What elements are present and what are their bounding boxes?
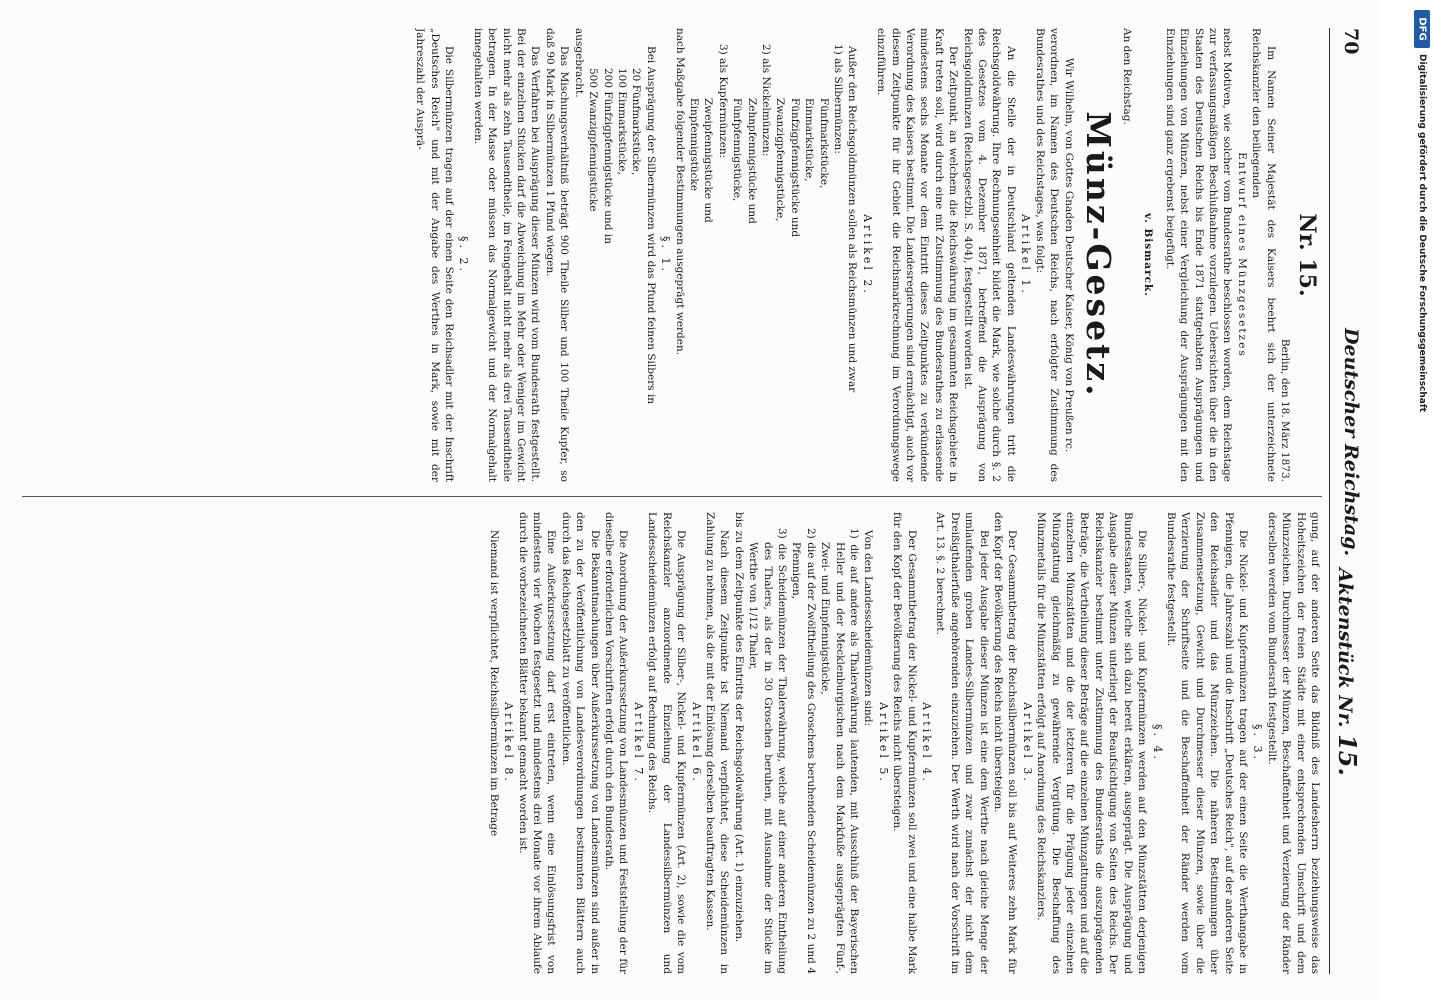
- article-2-heading: Artikel 2.: [860, 214, 874, 296]
- article-1-para: Der Zeitpunkt, an welchem die Reichswährung im gesammten Reichsgebiete in Kraft treten soll, wird durch eine mit Zustimmung des Bundesrathes zu erlassende mindestens sechs Monate vor dem Eintritt dieses Zeitpunktes zu verkündende Verordnung des Kaisers bestimmt. Die Landesregierungen sind ermächtigt, auch vor diesem Zeitpunkte für ihr Gebiet die Reichsmarkrechnung im Verordnungswege einzuführen.: [875, 28, 960, 482]
- section-1-intro: Bei Ausprägung der Silbermünzen wird das Pfund feinen Silbers in: [644, 46, 657, 405]
- article-5-para: Nach diesem Zeitpunkte ist Niemand verpflichtet, diese Scheidemünzen in Zahlung zu nehmen, als die mit der Einlösung derselben beauftragten Kassen.: [703, 512, 731, 974]
- article-1-para: An die Stelle der in Deutschland geltenden Landeswährungen tritt die Reichsgoldwährung. Ihre Rechnungseinheit bildet die Mark, wie solche durch §. 2 des Gesetzes vom 4. Dezember 1871, betreffend die Ausprägung von Reichsgoldmünzen (Reichsgesetzbl. S. 404), festgestellt worden ist.: [961, 28, 1017, 482]
- article-8-para: Niemand ist verpflichtet, Reichssilbermünzen im Betrage: [487, 530, 500, 837]
- section-1-item: 100 Einmarkstücke,: [615, 68, 628, 175]
- page-number: 70: [1340, 28, 1362, 55]
- coin-list-item: Fünfpfennigstücke,: [731, 98, 744, 202]
- article-3-para: Bei jeder Ausgabe dieser Münzen ist eine dem Werthe nach gleiche Menge der umlaufenden groben Landes-Silbermünzen und zwar zunächst der nicht dem Dreißigthalerfuße angehörenden einzuziehen. Der Werth wird nach der Vorschrift im Art. 13. §. 2 berechnet.: [934, 512, 990, 974]
- article-3-heading: Artikel 3.: [1020, 702, 1034, 784]
- document-number: Nr. 15.: [1294, 213, 1320, 297]
- article-5-item: 1) die auf andere als Thalerwährung lautenden, mit Ausschluß der Bayerischen Heller und der Mecklenburgischen nach dem Markfuße ausgeprägten Fünf-, Zwei- und Einpfennigstücke,: [819, 528, 860, 974]
- coin-list-item: Zehnpfennigstücke und: [745, 98, 758, 224]
- article-4-heading: Artikel 4.: [920, 702, 934, 784]
- right-running-head: [1333, 568, 1362, 776]
- section-1-item: 500 Zwanzigpfennigstücke: [587, 68, 600, 212]
- coin-list-group: 2) als Nickelmünzen:: [760, 44, 772, 157]
- article-7-para: Die Bekanntmachungen über Außerkurssetzung von Landesmünzen sind außer in den zu der Veröffentlichung von Landesverordnungen bestimmten Blättern auch durch das Reichsgesetzblatt zu veröffentlichen.: [559, 512, 601, 974]
- column-rule: [22, 496, 1322, 497]
- section-1-para: Das Mischungsverhältniß beträgt 900 Theile Silber und 100 Theile Kupfer, so daß 90 Mark in Silbermünzen 1 Pfund wiegen.: [543, 28, 571, 482]
- running-header: [1329, 28, 1370, 974]
- article-5-heading: Artikel 5.: [876, 702, 890, 784]
- article-8-heading: Artikel 8.: [502, 702, 516, 784]
- coin-list-group: 1) als Silbermünzen:: [832, 44, 845, 154]
- intro-text: Im Namen Seiner Majestät des Kaisers beehrt sich der unterzeichnete Reichskanzler den beiliegenden: [1250, 28, 1277, 482]
- coin-list-item: Fünfzigpfennigstücke und: [788, 98, 801, 238]
- section-3-para: Die Nickel- und Kupfermünzen tragen auf der einen Seite die Werthangabe in Pfennigen, die Jahreszahl und die Inschrift „Deutsches Reich", auf der anderen Seite den Reichsadler und das Münzzeichen. Die näheren Bestimmungen über Zusammensetzung, Gewicht und Durchmesser dieser Münzen, sowie über die Verzierung der Schriftseite und die Beschaffenheit der Ränder werden vom Bundesrathe festgestellt.: [1164, 512, 1249, 974]
- right-column: [22, 512, 1322, 974]
- article-5-item: 2) die auf der Zwölftheilung des Groschens beruhenden Scheidemünzen zu 2 und 4 Pfennigen,: [790, 528, 817, 974]
- dfg-logo: DFG: [1414, 10, 1430, 48]
- dfg-credit-text: Digitalisierung gefördert durch die Deutsche Forschungsgemeinschaft: [1417, 54, 1427, 413]
- section-1-after: ausgebracht.: [572, 28, 585, 98]
- article-6-heading: Artikel 6.: [689, 702, 703, 784]
- left-running-head: Deutscher Reichstag.: [1340, 328, 1362, 557]
- intro-text-cont: nebst Motiven, wie solcher vom Bundesrathe beschlossen worden, dem Reichstage zur verfassungsmäßigen Beschlußnahme vorzulegen. Uebersichten über die in den Staaten des Deutschen Reichs bis Ende 1871 stattgehabten Ausprägungen und Einziehungen von Münzen, nebst einer Vergleichung der Ausprägungen mit den Einziehungen sind ganz ergebenst beigefügt.: [1163, 28, 1234, 482]
- section-1-item: 200 Fünfzigpfennigstücke und in: [601, 68, 614, 244]
- article-2-intro: Außer den Reichsgoldmünzen sollen als Reichsmünzen und zwar: [846, 46, 859, 393]
- right-running-head-number: 15.: [1333, 734, 1362, 776]
- coin-list: [687, 28, 845, 482]
- coin-list-item: Einmarkstücke,: [803, 98, 816, 182]
- section-3-heading: §. 3.: [1251, 724, 1265, 762]
- signature: v. Bismarck.: [1142, 213, 1155, 297]
- article-5-after: bis zu dem Zeitpunkte des Eintritts der Reichsgoldwährung (Art. 1) einzuziehen.: [732, 512, 745, 943]
- coin-list-item: Fünfmarkstücke,: [817, 98, 830, 189]
- dateline: Berlin, den 18. März 1873.: [1279, 338, 1291, 482]
- article-5-item: 3) die Scheidemünzen der Thalerwährung, welche auf einer anderen Eintheilung des Thalers, als der in 30 Groschen beruhen, mit Ausnahme der Stücke im Werthe von 1/12 Thaler,: [747, 528, 788, 974]
- section-2-continuation: gung, auf der anderen Seite das Bildniß des Landesherrn beziehungsweise das Hoheitszeichen der freien Städte mit einer entsprechenden Umschrift und dem Münzzeichen. Durchmesser der Münzen, Beschaffenheit und Verzierung der Ränder derselben werden vom Bundesrath festgestellt.: [1265, 512, 1321, 974]
- law-title: Münz-Gesetz.: [1078, 111, 1118, 399]
- article-5-intro: Von den Landesscheidemünzen sind:: [862, 530, 875, 727]
- article-1-heading: Artikel 1.: [1019, 214, 1033, 296]
- article-7-para: Eine Außerkurssetzung darf erst eintreten, wenn eine Einlösungsfrist von mindestens vier Wochen festgesetzt und mindestens drei Monate vor ihrem Ablaufe durch die vorbezeichneten Blätter bekannt gemacht worden ist.: [516, 512, 558, 974]
- coin-list-item: Zweipfennigstücke und: [702, 98, 715, 223]
- section-1-para: Das Verfahren bei Ausprägung dieser Münzen wird vom Bundesrath festgestellt. Bei der einzelnen Stücken darf die Abweichung im Mehr oder Weniger im Gewicht nicht mehr als zehn Tausendtheile, im Feingehalt nicht mehr als drei Tausendtheile betragen. In der Masse oder müssen das Normalgewicht und der Normalgehalt innegehalten werden.: [471, 28, 542, 482]
- section-4-heading: §. 4.: [1150, 724, 1164, 762]
- addressee: An den Reichstag.: [1120, 28, 1133, 125]
- coin-list-group: 3) als Kupfermünzen:: [716, 44, 729, 159]
- section-2-para: Die Silbermünzen tragen auf der einen Seite den Reichsadler mit der Inschrift „Deutsches Reich" und mit der Angabe des Werthes in Mark, sowie mit der Jahreszahl der Ausprä-: [414, 28, 456, 482]
- preamble-text: verordnen, im Namen des Deutschen Reichs, nach erfolgter Zustimmung des Bundesrathes und des Reichstages, was folgt:: [1033, 28, 1061, 482]
- section-2-heading: §. 2.: [457, 236, 471, 274]
- article-7-para: Die Anordnung der Außerkurssetzung von Landesmünzen und Feststellung der für dieselbe erforderlichen Vorschriften erfolgt durch den Bundesrath.: [603, 512, 630, 974]
- preamble-line: Wir Wilhelm, von Gottes Gnaden Deutscher Kaiser, König von Preußen rc.: [1062, 57, 1075, 453]
- coin-list-after: nach Maßgabe folgender Bestimmungen ausgeprägt werden.: [673, 28, 686, 356]
- right-running-head-prefix: Aktenstück Nr.: [1334, 568, 1356, 728]
- article-6-para: Die Ausprägung der Silber-, Nickel- und Kupfermünzen (Art. 2), sowie die vom Reichskanzler anzuordnende Einziehung der Landessilbermünzen und Landesscheidemünzen erfolgt auf Rechnung des Reichs.: [646, 512, 688, 974]
- left-column: [22, 28, 1322, 482]
- article-4-para: Der Gesammtbetrag der Nickel- und Kupfermünzen soll zwei und eine halbe Mark für den Kopf der Bevölkerung des Reichs nicht übersteigen.: [891, 512, 918, 974]
- section-4-para: Die Silber-, Nickel- und Kupfermünzen werden auf den Münzstätten derjenigen Bundesstaaten, welche sich dazu bereit erklären, ausgeprägt. Die Ausprägung und Ausgabe dieser Münzen unterliegt der Beaufsichtigung von Seiten des Reichs. Der Reichskanzler bestimmt unter Zustimmung des Bundesraths die auszuprägenden Beträge, die Vertheilung dieser Beträge auf die einzelnen Münzgattungen und auf die einzelnen Münzstätten und die der letzteren für die Prägung jeder einzelnen Münzgattung gleichmäßig zu gewährende Vergütung. Die Beschaffung des Münzmetalls für die Münzstätten erfolgt auf Anordnung des Reichskanzlers.: [1035, 512, 1149, 974]
- article-7-heading: Artikel 7.: [631, 702, 645, 784]
- section-1-heading: §. 1.: [659, 236, 673, 274]
- dfg-credit: [1414, 10, 1430, 570]
- coin-list-item: Zwanzigpfennigstücke,: [774, 98, 787, 222]
- coin-list-item: Einpfennigstücke: [687, 98, 700, 192]
- intro-title: Entwurf eines Münzgesetzes: [1235, 152, 1248, 358]
- article-3-para: Der Gesammtbetrag der Reichssilbermünzen soll bis auf Weiteres zehn Mark für den Kopf der Bevölkerung des Reichs nicht übersteigen.: [992, 512, 1019, 974]
- section-1-item: 20 Fünfmarkstücke,: [630, 68, 643, 176]
